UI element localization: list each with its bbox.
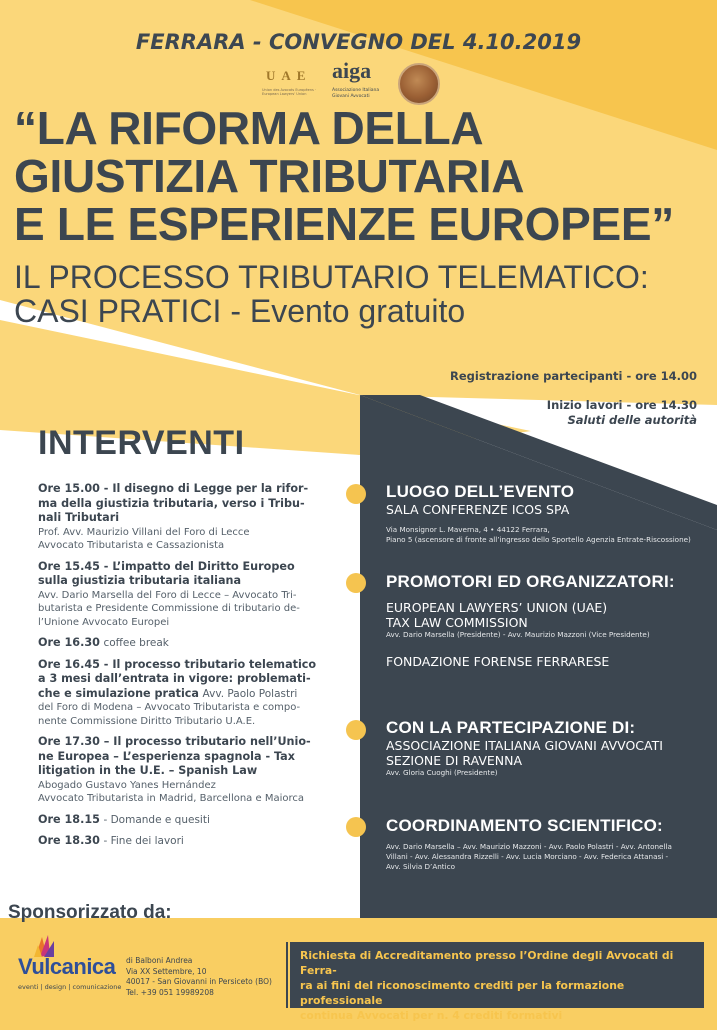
program-item [38,813,328,828]
program-title-line: ma della giustizia tributaria, verso i Tribu- [38,496,305,510]
program-item [38,482,328,553]
program-title-line: ne Europea – L’esperienza spagnola - Tax [38,749,295,763]
main-title [14,104,714,248]
interventi-heading: INTERVENTI [38,424,245,462]
program-title-line: che e simulazione pratica [38,686,199,700]
vulcanica-tagline: eventi | design | comunicazione [18,983,122,991]
accreditation-box [290,942,704,1022]
section-small: Avv. Silvia D’Antico [386,862,455,871]
program-detail-line: l’Unione Avvocato Europei [38,616,170,628]
program-time: Ore 18.30 [38,834,100,847]
subtitle-line: CASI PRATICI - Evento gratuito [14,293,466,329]
section-heading: COORDINAMENTO SCIENTIFICO: [386,816,663,835]
section-luogo [386,482,711,545]
program-title-line: nali Tributari [38,511,120,524]
section-line: SALA CONFERENZE ICOS SPA [386,502,570,517]
address-line: Via XX Settembre, 10 [126,966,207,976]
section-line: ASSOCIAZIONE ITALIANA GIOVANI AVVOCATI [386,738,663,753]
program-detail-line: Abogado Gustavo Yanes Hernández [38,779,216,791]
aiga-subtext: Associazione Italiana Giovani Avvocati [332,88,380,99]
sponsor-address [126,956,272,998]
bullet-dot-icon [346,817,366,837]
event-date-line: FERRARA - CONVEGNO DEL 4.10.2019 [135,30,582,54]
bullet-dot-icon [346,484,366,504]
program-time: Ore 16.30 [38,636,100,649]
accreditation-line: continua Avvocati per n. 4 crediti formativi [300,1009,563,1022]
program-title-line: Ore 15.45 - L’impatto del Diritto Europeo [38,559,295,573]
program-detail-line: nente Commissione Diritto Tributario U.A.E. [38,715,256,727]
uae-subtext: Union des Avocats Européens · European Lawyers' Union [262,88,317,96]
accreditation-line: ra ai fini del riconoscimento crediti per la formazione professionale [300,979,625,1007]
sponsor-heading: Sponsorizzato da: [8,902,172,923]
program-detail-line: butarista e Presidente Commissione di tributario de- [38,603,300,614]
aiga-logo: aiga [332,58,372,83]
section-line: SEZIONE DI RAVENNA [386,753,523,768]
section-promotori [386,572,711,669]
program-detail-line: Avvocato Tributarista in Madrid, Barcellona e Maiorca [38,793,304,804]
section-small: Via Monsignor L. Maverna, 4 • 44122 Ferrara, [386,525,550,534]
section-line: EUROPEAN LAWYERS’ UNION (UAE) [386,600,608,615]
program-title-line: sulla giustizia tributaria italiana [38,574,242,587]
address-line: 40017 - San Giovanni in Persiceto (BO) [126,977,272,986]
subtitle-line: IL PROCESSO TRIBUTARIO TELEMATICO: [14,259,649,295]
program-list [38,482,328,856]
address-line: Tel. +39 051 19989208 [126,987,214,997]
bullet-dot-icon [346,720,366,740]
section-coordinamento [386,816,711,872]
program-detail-line: Avv. Dario Marsella del Foro di Lecce – Avvocato Tri- [38,589,297,601]
title-line: “LA RIFORMA DELLA [14,102,484,154]
program-item [38,735,328,806]
program-item [38,834,328,849]
program-item [38,560,328,630]
start-time: Inizio lavori - ore 14.30 [546,398,697,412]
seal-emblem-icon [398,63,440,105]
bullet-dot-icon [346,573,366,593]
section-heading: LUOGO DELL’EVENTO [386,482,575,501]
program-label: coffee break [103,637,169,649]
program-title-line: Ore 17.30 – Il processo tributario nell’Unio- [38,735,311,748]
address-line: di Balboni Andrea [126,956,193,965]
section-small: Avv. Gloria Cuoghi (Presidente) [386,768,498,777]
program-title-line: Ore 16.45 - Il processo tributario telematico [38,657,317,671]
section-heading: CON LA PARTECIPAZIONE DI: [386,718,636,737]
greetings-note: Saluti delle autorità [567,413,697,427]
start-time-block [547,398,697,428]
subtitle [14,260,714,328]
section-small: Avv. Dario Marsella – Avv. Maurizio Mazzoni - Avv. Paolo Polastri - Avv. Antonella [386,842,672,851]
section-line: FONDAZIONE FORENSE FERRARESE [386,654,610,669]
program-detail-line: del Foro di Modena – Avvocato Tributarista e compo- [38,702,301,713]
section-small: Piano 5 (ascensore di fronte all’ingresso dello Sportello Agenzia Entrate-Riscossione) [386,535,691,544]
program-title-line: a 3 mesi dall’entrata in vigore: problemati- [38,672,311,685]
program-time: Ore 18.15 [38,812,100,826]
section-small: Villani - Avv. Alessandra Rizzelli - Avv. Lucia Morciano - Avv. Federica Attanasi - [386,852,669,861]
program-label: - Domande e quesiti [103,813,210,826]
program-item [38,636,328,651]
vulcanica-brand: Vulcanica [18,954,116,979]
program-title-line: Ore 15.00 - Il disegno di Legge per la rifor- [38,482,309,495]
section-small: Avv. Dario Marsella (Presidente) - Avv. Maurizio Mazzoni (Vice Presidente) [386,630,650,639]
program-detail-line: Prof. Avv. Maurizio Villani del Foro di Lecce [38,526,250,538]
section-heading: PROMOTORI ED ORGANIZZATORI: [386,572,675,591]
section-line: TAX LAW COMMISSION [386,615,528,630]
registration-time: Registrazione partecipanti - ore 14.00 [450,369,697,383]
program-detail-line: Avvocato Tributarista e Cassazionista [38,540,225,551]
program-label: - Fine dei lavori [103,835,184,847]
program-speaker: Avv. Paolo Polastri [202,687,298,700]
uae-logo: UAE [266,68,312,83]
accreditation-line: Richiesta di Accreditamento presso l’Ordine degli Avvocati di Ferra- [300,949,674,977]
section-partecipazione [386,718,711,778]
title-line: GIUSTIZIA TRIBUTARIA [14,150,525,202]
title-line: E LE ESPERIENZE EUROPEE” [14,198,674,250]
program-item [38,658,328,729]
program-title-line: litigation in the U.E. – Spanish Law [38,764,258,777]
